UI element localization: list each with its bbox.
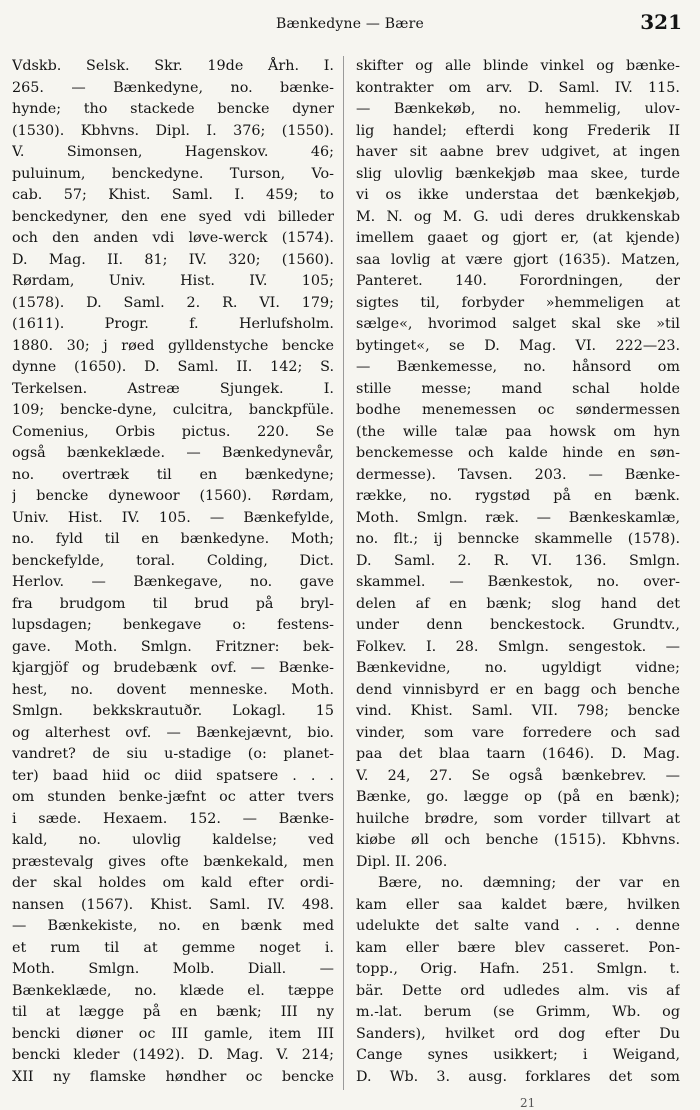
text-line: huilche brødre, som vorder tillvart at — [356, 810, 680, 827]
text-line: 265. — Bænkedyne, no. bænke- — [12, 79, 334, 96]
text-line: sælge«, hvorimod salget skal ske »til — [356, 316, 680, 332]
text-line: imellem gaaet og gjort er, (at kjende) — [356, 230, 680, 246]
text-line: bytinget«, se D. Mag. VI. 222—23. — [356, 337, 680, 354]
text-line: kjargjöf og brudebænk ovf. — Bænke- — [12, 660, 334, 676]
text-line: no. fyld til en bænkedyne. Moth; — [12, 531, 334, 547]
text-line: (the wille talæ paa howsk om hyn — [356, 423, 680, 440]
text-line: dynne (1650). D. Saml. II. 142; S. — [12, 359, 334, 375]
text-line: D. Mag. II. 81; IV. 320; (1560). — [12, 251, 334, 268]
text-line: Terkelsen. Astreæ Sjungek. I. — [12, 380, 334, 397]
text-line: kam eller saa kaldet bære, hvilken — [356, 896, 680, 913]
text-line: benckefylde, toral. Colding, Dict. — [12, 552, 334, 569]
text-line: Bænkevidne, no. ugyldigt vidne; — [356, 660, 680, 676]
text-line: under denn benckestock. Grundtv., — [356, 617, 680, 633]
text-line: puluinum, benckedyne. Turson, Vo- — [12, 165, 334, 182]
text-line: stille messe; mand schal holde — [356, 380, 680, 397]
text-line: dend vinnisbyrd er en bagg och benche — [356, 681, 680, 698]
text-line: række, no. rygstød på en bænk. — [356, 488, 680, 504]
column-divider — [343, 56, 344, 1090]
text-line — [356, 1088, 680, 1090]
text-line: til at lægge på en bænk; III ny — [12, 1004, 334, 1020]
text-line: vi os ikke understaa det bænkekjøb, — [356, 187, 680, 203]
text-line: D. Saml. 2. R. VI. 136. Smlgn. — [356, 552, 680, 569]
text-line: cab. 57; Khist. Saml. I. 459; to — [12, 187, 334, 203]
text-line: vandret? de siu u-stadige (o: planet- — [12, 746, 334, 762]
text-line: bencki kleder (1492). D. Mag. V. 214; — [12, 1047, 334, 1063]
text-line — [12, 1088, 334, 1090]
text-line: Univ. Hist. IV. 105. — Bænkefylde, — [12, 509, 334, 526]
text-line: — Bænkekøb, no. hemmelig, ulov- — [356, 101, 680, 117]
text-line: Dipl. II. 206. — [356, 853, 448, 870]
text-line: fra brudgom til brud på bryl- — [12, 595, 334, 612]
text-line: om stunden benke-jæfnt oc atter tvers — [12, 789, 334, 805]
text-line: ter) baad hiid oc diid spatsere . . . — [12, 767, 334, 784]
text-line: M. N. og M. G. udi deres drukkenskab — [356, 208, 680, 225]
text-line: vind. Khist. Saml. VII. 798; bencke — [356, 703, 680, 719]
text-line: dermesse). Tavsen. 203. — Bænke- — [356, 466, 680, 483]
text-line: och den anden vdi løve-werck (1574). — [12, 230, 334, 246]
text-line: (1578). D. Saml. 2. R. VI. 179; — [12, 294, 334, 311]
text-line: hynde; tho stackede bencke dyner — [12, 101, 334, 117]
text-line: kam eller bære blev casseret. Pon- — [356, 939, 680, 956]
text-line: sigtes til, forbyder »hemmeligen at — [356, 294, 680, 311]
text-line: Vdskb. Selsk. Skr. 19de Årh. I. — [12, 58, 334, 74]
text-line: benckedyner, den ene syed vdi billeder — [12, 208, 334, 225]
text-line: Moth. Smlgn. Molb. Diall. — — [12, 961, 334, 977]
text-line: Bære, no. dæmning; der var en — [378, 875, 680, 891]
text-line: topp., Orig. Hafn. 251. Smlgn. t. — [356, 961, 680, 977]
text-line: 109; bencke-dyne, culcitra, banckpfüle. — [12, 402, 334, 418]
text-line: der skal holdes om kald efter ordi- — [12, 875, 334, 891]
text-line: bodhe menemessen oc søndermessen — [356, 402, 680, 418]
text-line: lig handel; efterdi kong Frederik II — [356, 122, 680, 139]
text-line: lupsdagen; benkegave o: festens- — [12, 617, 334, 633]
footer-mark: 21 — [520, 1096, 536, 1110]
text-line: i sæde. Hexaem. 152. — Bænke- — [12, 810, 334, 827]
text-line: 1880. 30; j røed gylldenstyche bencke — [12, 337, 334, 354]
page-number: 321 — [640, 10, 682, 34]
text-line: kontrakter om arv. D. Saml. IV. 115. — [356, 79, 680, 96]
text-line: V. Simonsen, Hagenskov. 46; — [12, 144, 334, 160]
text-line: præstevalg gives ofte bænkekald, men — [12, 853, 334, 870]
text-line: delen af en bænk; slog hand det — [356, 595, 680, 612]
text-line: — Bænkemesse, no. hånsord om — [356, 359, 680, 375]
text-line: nansen (1567). Khist. Saml. IV. 498. — [12, 896, 334, 913]
text-line: Bænke, go. lægge op (på en bænk); — [356, 789, 680, 805]
right-column — [356, 56, 680, 1090]
running-head: Bænkedyne — Bære — [276, 16, 424, 32]
text-line: et rum til at gemme noget i. — [12, 939, 334, 956]
text-line: Folkev. I. 28. Smlgn. sengestok. — — [356, 638, 680, 655]
text-line: (1530). Kbhvns. Dipl. I. 376; (1550). — [12, 122, 334, 139]
text-line: (1611). Progr. f. Herlufsholm. — [12, 316, 334, 332]
text-line: kald, no. ulovlig kaldelse; ved — [12, 832, 334, 848]
text-line: m.-lat. berum (se Grimm, Wb. og — [356, 1004, 680, 1020]
text-line: Smlgn. bekkskrautuðr. Lokagl. 15 — [12, 703, 334, 719]
text-line: Sanders), hvilket ord dog efter Du — [356, 1025, 680, 1042]
text-line: vinder, som vare forredere och sad — [356, 724, 680, 741]
page-header — [0, 10, 700, 44]
text-line: no. flt.; ij benncke skammelle (1578). — [356, 531, 680, 547]
text-line: saa lovlig at være gjort (1635). Matzen, — [356, 251, 680, 268]
text-line: haver sit aabne brev udgivet, at ingen — [356, 144, 680, 160]
text-line: bär. Dette ord udledes alm. vis af — [356, 982, 680, 999]
text-line: også bænkeklæde. — Bænkedynevår, — [12, 445, 334, 461]
text-line: no. overtræk til en bænkedyne; — [12, 466, 334, 483]
text-line: Rørdam, Univ. Hist. IV. 105; — [12, 273, 334, 289]
text-line: skifter og alle blinde vinkel og bænke- — [356, 58, 680, 74]
text-line: benckemesse och kalde hinde en søn- — [356, 445, 680, 461]
text-line: Panteret. 140. Forordningen, der — [356, 273, 680, 289]
text-line: V. 24, 27. Se også bænkebrev. — — [356, 767, 680, 784]
text-line: udelukte det salte vand . . . denne — [356, 918, 680, 934]
text-line: Cange synes usikkert; i Weigand, — [356, 1047, 680, 1063]
text-line: og alterhest ovf. — Bænkejævnt, bio. — [12, 724, 334, 741]
text-line: — Bænkekiste, no. en bænk med — [12, 918, 334, 934]
text-line: bencki diøner oc III gamle, item III — [12, 1025, 334, 1042]
left-column — [12, 56, 334, 1090]
text-line: hest, no. dovent menneske. Moth. — [12, 681, 334, 698]
text-line: XII ny flamske høndher oc bencke — [12, 1068, 334, 1085]
text-line: gave. Moth. Smlgn. Fritzner: bek- — [12, 638, 334, 655]
text-line: paa det blaa taarn (1646). D. Mag. — [356, 746, 680, 762]
text-line: Comenius, Orbis pictus. 220. Se — [12, 423, 334, 440]
text-line: D. Wb. 3. ausg. forklares det som — [356, 1068, 680, 1085]
text-line: skammel. — Bænkestok, no. over- — [356, 574, 680, 590]
text-line: slig ulovlig bænkekjøb maa skee, turde — [356, 165, 680, 182]
text-line: kiøbe øll och benche (1515). Kbhvns. — [356, 832, 680, 848]
text-line: Herlov. — Bænkegave, no. gave — [12, 574, 334, 590]
text-line: j bencke dynewoor (1560). Rørdam, — [12, 488, 334, 504]
text-line: Moth. Smlgn. ræk. — Bænkeskamlæ, — [356, 509, 680, 526]
text-line: Bænkeklæde, no. klæde el. tæppe — [12, 982, 334, 999]
